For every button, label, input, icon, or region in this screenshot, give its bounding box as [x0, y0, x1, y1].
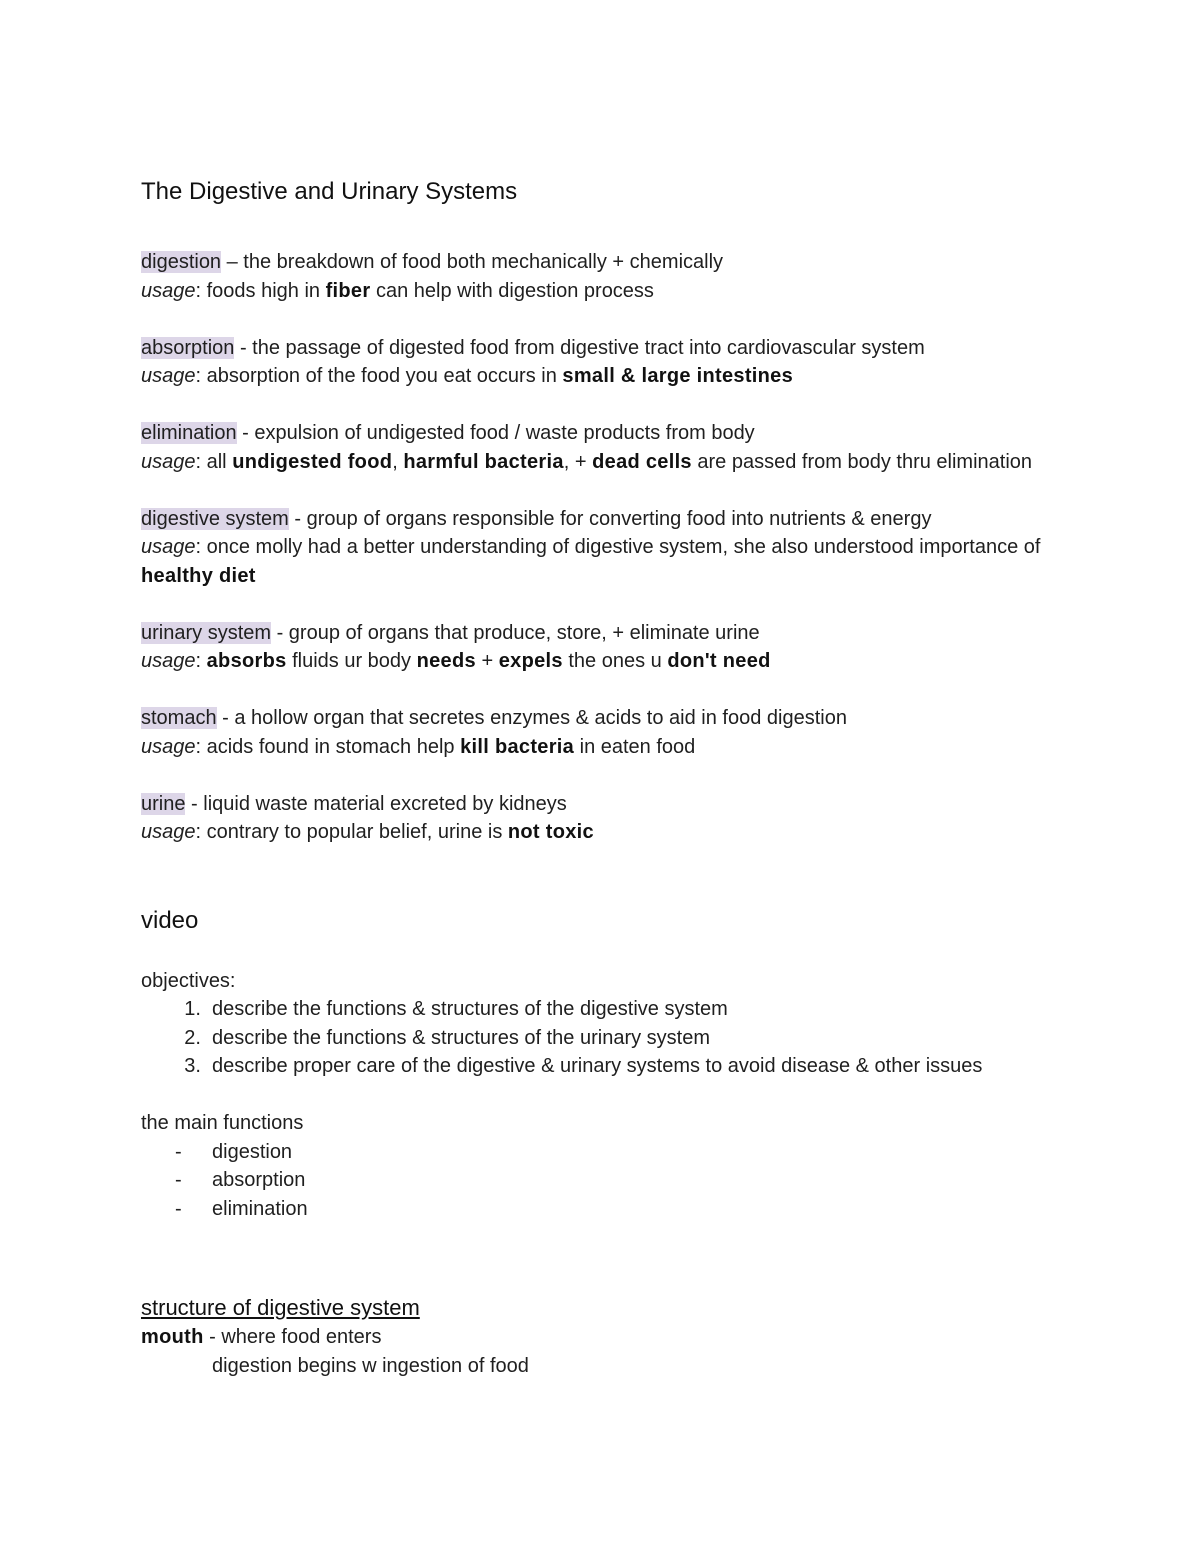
- dash-bullet: -: [175, 1197, 182, 1220]
- usage-text: :: [195, 650, 207, 672]
- list-item: [141, 1166, 1071, 1195]
- bold-keyword: undigested food: [232, 450, 393, 473]
- definition-line: [141, 505, 1071, 534]
- usage-text: fluids ur body: [286, 650, 417, 672]
- bold-keyword: mouth: [141, 1326, 204, 1348]
- usage-text: +: [475, 650, 499, 672]
- definition-line: [141, 704, 1071, 733]
- usage-text: , +: [563, 450, 593, 473]
- document-page: [141, 176, 1071, 1380]
- definition-text: - liquid waste material excreted by kidneys: [185, 792, 567, 815]
- usage-text: : absorption of the food you eat occurs in: [195, 365, 563, 387]
- usage-text: in eaten food: [574, 735, 696, 758]
- definition-text: – the breakdown of food both mechanically + chemically: [221, 251, 724, 273]
- list-item-text: elimination: [212, 1197, 308, 1220]
- dash-bullet: -: [175, 1169, 182, 1191]
- term-highlight: absorption: [141, 336, 235, 359]
- usage-line: [141, 733, 1071, 762]
- vocab-entry-urinary-system: [141, 619, 1071, 676]
- vocab-entry-absorption: [141, 334, 1071, 391]
- usage-label: usage: [141, 365, 196, 387]
- vocab-entry-digestion: [141, 248, 1071, 305]
- definition-text: - group of organs that produce, store, + eliminate urine: [271, 621, 760, 644]
- term-highlight: digestion: [141, 251, 222, 273]
- bold-keyword: kill bacteria: [460, 735, 575, 758]
- bold-keyword: dead cells: [592, 450, 692, 473]
- bold-keyword: needs: [416, 650, 476, 672]
- usage-line: [141, 818, 1071, 847]
- usage-label: usage: [141, 450, 196, 473]
- page-title: The Digestive and Urinary Systems: [141, 178, 518, 205]
- list-item: 2. describe the functions & structures of the urinary system: [212, 1024, 1071, 1053]
- usage-text: are passed from body thru elimination: [691, 450, 1033, 473]
- bold-keyword: healthy diet: [141, 564, 256, 587]
- usage-label: usage: [141, 279, 196, 302]
- list-item: 1. describe the functions & structures of the digestive system: [212, 995, 1071, 1024]
- bold-keyword: small & large intestines: [562, 365, 794, 387]
- list-item-text: digestion: [212, 1140, 293, 1163]
- definition-text: - group of organs responsible for converting food into nutrients & energy: [288, 507, 932, 530]
- bold-keyword: harmful bacteria: [403, 450, 564, 473]
- term-highlight: urinary system: [141, 621, 272, 644]
- bold-keyword: absorbs: [206, 650, 287, 672]
- usage-text: : once molly had a better understanding of digestive system, she also understood importance of: [195, 536, 1041, 558]
- definition-text: - expulsion of undigested food / waste products from body: [236, 422, 755, 444]
- usage-text: : contrary to popular belief, urine is: [195, 821, 508, 843]
- term-highlight: elimination: [141, 422, 237, 444]
- section-heading-video: video: [141, 906, 199, 934]
- definition-line: [141, 334, 1071, 363]
- dash-bullet: -: [175, 1140, 182, 1163]
- definition-text: - the passage of digested food from digestive tract into cardiovascular system: [234, 336, 925, 359]
- list-item: [141, 1195, 1071, 1224]
- usage-text: : all: [195, 450, 233, 473]
- vocab-entry-stomach: [141, 704, 1071, 761]
- usage-label: usage: [141, 821, 196, 843]
- definition-text: - where food enters: [203, 1326, 382, 1348]
- usage-text: : acids found in stomach help: [195, 735, 461, 758]
- structure-mouth-line: [141, 1323, 1071, 1352]
- term-highlight: urine: [141, 792, 186, 815]
- functions-label: the main functions: [141, 1112, 304, 1134]
- bold-keyword: not toxic: [507, 821, 594, 843]
- definition-line: [141, 619, 1071, 648]
- usage-line: [141, 448, 1071, 477]
- structure-mouth-note: digestion begins w ingestion of food: [212, 1354, 529, 1377]
- list-item-text: absorption: [212, 1169, 306, 1191]
- vocab-entry-elimination: [141, 419, 1071, 476]
- usage-line: [141, 647, 1071, 676]
- usage-text: ,: [392, 450, 404, 473]
- objectives-label: objectives:: [141, 969, 236, 992]
- bold-keyword: don't need: [667, 650, 771, 672]
- usage-label: usage: [141, 650, 196, 672]
- usage-text: the ones u: [562, 650, 668, 672]
- usage-text: : foods high in: [195, 279, 326, 302]
- functions-list: [141, 1138, 1071, 1224]
- section-heading-structure: structure of digestive system: [141, 1295, 420, 1320]
- list-item: [141, 1138, 1071, 1167]
- definition-text: - a hollow organ that secretes enzymes & acids to aid in food digestion: [216, 707, 847, 729]
- usage-line: [141, 277, 1071, 306]
- vocab-entry-digestive-system: [141, 505, 1071, 591]
- bold-keyword: fiber: [325, 279, 371, 302]
- usage-line: [141, 533, 1071, 590]
- list-item: 3. describe proper care of the digestive & urinary systems to avoid disease & other issues: [212, 1052, 1071, 1081]
- objectives-list: [141, 995, 1071, 1081]
- usage-line: [141, 362, 1071, 391]
- definition-line: [141, 790, 1071, 819]
- term-highlight: digestive system: [141, 507, 289, 530]
- bold-keyword: expels: [498, 650, 563, 672]
- definition-line: [141, 248, 1071, 277]
- usage-text: can help with digestion process: [370, 279, 654, 302]
- definition-line: [141, 419, 1071, 448]
- usage-label: usage: [141, 735, 196, 758]
- vocab-entry-urine: [141, 790, 1071, 847]
- term-highlight: stomach: [141, 707, 217, 729]
- usage-label: usage: [141, 536, 196, 558]
